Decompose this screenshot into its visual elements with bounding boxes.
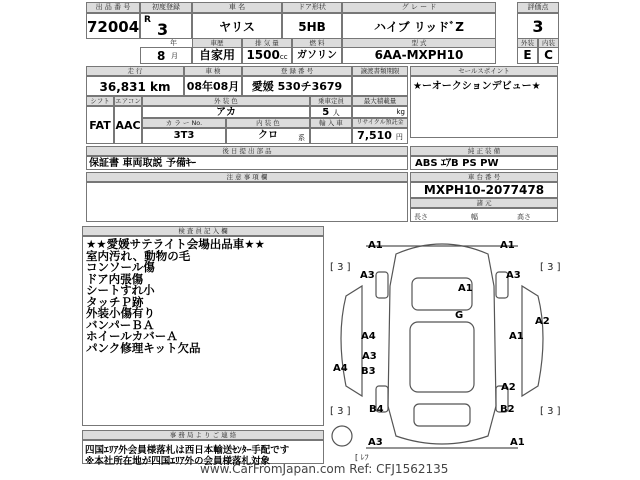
shift-type: FAT	[86, 106, 114, 144]
sales-point-header: セールスポイント	[410, 66, 558, 76]
transfer-header: 譲渡書類期限	[352, 66, 408, 76]
damage-mark: G	[455, 310, 464, 321]
damage-mark: A3	[368, 437, 383, 448]
cc-unit: cc	[279, 53, 288, 61]
color-header: 外 装 色	[142, 96, 310, 106]
inspector-line: シートすれ小	[86, 283, 155, 297]
interior-grade-header: 内装	[538, 38, 559, 48]
chassis-header: 車 台 番 号	[410, 172, 558, 182]
displacement: 1500	[246, 48, 280, 62]
reg-year: 3	[157, 20, 169, 39]
options-box	[86, 156, 408, 170]
notes-box	[86, 182, 408, 222]
displacement-cell	[242, 47, 292, 64]
mileage: 36,831	[99, 80, 146, 94]
exterior-color: アカ	[142, 106, 310, 118]
first-reg-cell	[140, 13, 192, 39]
sales-point-box	[410, 76, 558, 138]
damage-mark: [ 3 ]	[330, 262, 351, 273]
aircon-header: エアコン	[115, 97, 141, 105]
notes-header: 注 意 事 項 欄	[86, 172, 408, 182]
damage-mark: [ 3 ]	[330, 406, 351, 417]
import-cell	[310, 128, 352, 144]
inspection-expiry: 08年08月	[184, 76, 242, 96]
doors-header: ドア形状	[282, 2, 342, 13]
payload-unit: kg	[396, 108, 405, 116]
damage-mark: A3	[360, 270, 375, 281]
lot-number: 72004	[86, 13, 140, 39]
fuel-type: ガソリン	[292, 47, 342, 64]
import-header: 輸 入 車	[310, 118, 352, 128]
model-code: 6AA-MXPH10	[342, 47, 496, 64]
damage-mark: [ ﾚﾌ	[355, 453, 369, 462]
damage-mark: [ 3 ]	[540, 262, 561, 273]
inspector-lines	[86, 239, 265, 354]
year-unit: 年	[170, 39, 177, 47]
plate-cell	[242, 76, 352, 96]
watermark: www.CarFromJapan.com Ref: CFJ1562135	[200, 462, 449, 476]
inspector-line: バンパーＢＡ	[86, 317, 155, 332]
capacity: 5	[322, 107, 330, 118]
options-header: 後 日 提 出 部 品	[86, 146, 408, 156]
inspector-notes	[82, 236, 324, 426]
recycle-cell	[352, 128, 408, 144]
inspector-line: ドア内張傷	[86, 271, 144, 286]
interior-color: クロ	[258, 130, 278, 141]
damage-mark: A4	[361, 331, 376, 342]
length-label: 長さ	[414, 213, 428, 221]
reg-month: 8	[157, 49, 166, 63]
damage-mark: B4	[369, 404, 384, 415]
inspector-line: 外装小傷有り	[86, 306, 155, 320]
model-header: 型 式	[342, 38, 496, 48]
damage-mark: A1	[510, 437, 525, 448]
damage-mark: A3	[506, 270, 521, 281]
plate-header: 登 録 番 号	[242, 66, 352, 76]
interior-grade: C	[538, 47, 559, 64]
width-label: 幅	[471, 213, 478, 221]
aircon-type: AAC	[114, 106, 142, 144]
equipment-box	[410, 156, 558, 170]
capacity-unit: 人	[332, 109, 340, 117]
plate-prefecture: 愛媛	[251, 80, 274, 93]
damage-mark: A1	[458, 283, 473, 294]
damage-mark: [ 3 ]	[540, 406, 561, 417]
office-note-line-2: ※本社所在地が四国ｴﾘｱ外の会員様落札対象	[85, 456, 270, 467]
capacity-header: 乗車定員	[310, 96, 352, 106]
equipment-header: 純 正 装 備	[410, 146, 558, 156]
fuel-header: 燃 料	[292, 38, 342, 48]
recycle-fee: 7,510	[357, 129, 392, 142]
mileage-header: 走 行	[86, 66, 184, 76]
damage-mark: A4	[333, 363, 348, 374]
damage-mark: A1	[368, 240, 383, 251]
dims-box	[410, 208, 558, 222]
office-note-line-1: 四国ｴﾘｱ外会員様落札は西日本輸送ｾﾝﾀｰ手配です	[85, 445, 290, 456]
grade: ハイブ リッドﾞZ	[342, 13, 496, 39]
car-name-header: 車 名	[192, 2, 282, 13]
damage-mark: B2	[500, 404, 515, 415]
inspector-line: 室内汚れ、動物の毛	[86, 248, 191, 263]
plate-number: 530チ3679	[277, 80, 343, 93]
reg-month-cell	[140, 47, 192, 64]
recycle-unit: 円	[395, 133, 403, 141]
exterior-grade-header: 外装	[517, 38, 538, 48]
damage-mark: A2	[501, 382, 516, 393]
car-name: ヤリス	[192, 13, 282, 39]
score-header: 評価点	[517, 2, 559, 13]
shift-header: シフト	[86, 96, 114, 106]
mileage-unit: km	[150, 80, 171, 94]
first-reg-header: 初度登録	[140, 2, 192, 13]
use-header: 車歴	[192, 38, 242, 48]
dims-header: 諸 元	[410, 198, 558, 208]
interior-color-cell	[226, 128, 310, 144]
inspector-line: パンク修理キット欠品	[86, 340, 201, 355]
height-label: 高さ	[517, 213, 531, 221]
interior-color-header: 内 装 色	[226, 118, 310, 128]
recycle-header: リサイクル預託金	[352, 118, 408, 128]
inspector-line: ホイールカバーＡ	[86, 329, 178, 343]
inspector-line: コンソール傷	[86, 260, 155, 274]
car-damage-diagram	[326, 226, 558, 462]
payload-header: 最大積載量	[352, 96, 408, 106]
era: R	[144, 15, 151, 25]
grade-header: グ レ ー ド	[342, 2, 496, 13]
inspection-date-header: 車 検	[184, 66, 242, 76]
office-notes-box	[82, 440, 324, 467]
color-code: 3T3	[142, 128, 226, 144]
color-no-header: カ ラ ー No.	[142, 118, 226, 128]
options-text: 保証書 車両取説 予備ｷｰ	[89, 158, 196, 169]
interior-color-suffix: 系	[298, 134, 305, 142]
inspector-line: タッチＰ跡	[86, 294, 144, 309]
damage-mark: A3	[362, 351, 377, 362]
cc-header: 排 気 量	[242, 38, 292, 48]
sales-point: ★ーオークションデビュー★	[413, 81, 541, 92]
inspector-line: ★★愛媛サテライト会場出品車★★	[86, 237, 265, 251]
door-type: 5HB	[282, 13, 342, 39]
damage-mark: A1	[500, 240, 515, 251]
vehicle-use: 自家用	[192, 47, 242, 64]
damage-mark: A1	[509, 331, 524, 342]
chassis-number: MXPH10-2077478	[410, 182, 558, 198]
auction-score: 3	[517, 13, 559, 39]
capacity-cell	[310, 106, 352, 118]
payload-cell	[352, 106, 408, 118]
mileage-cell	[86, 76, 184, 96]
equipment-text: ABS ｴｱB PS PW	[415, 158, 499, 169]
transfer-cell	[352, 76, 408, 96]
office-notes-header: 事 務 局 よ り ご 連 絡	[82, 430, 324, 440]
inspector-header: 検 査 員 記 入 欄	[82, 226, 324, 236]
lot-no-header: 出 品 番 号	[86, 2, 140, 13]
month-unit: 月	[171, 52, 178, 60]
damage-mark: A2	[535, 316, 550, 327]
exterior-grade: E	[517, 47, 538, 64]
damage-mark: B3	[361, 366, 376, 377]
